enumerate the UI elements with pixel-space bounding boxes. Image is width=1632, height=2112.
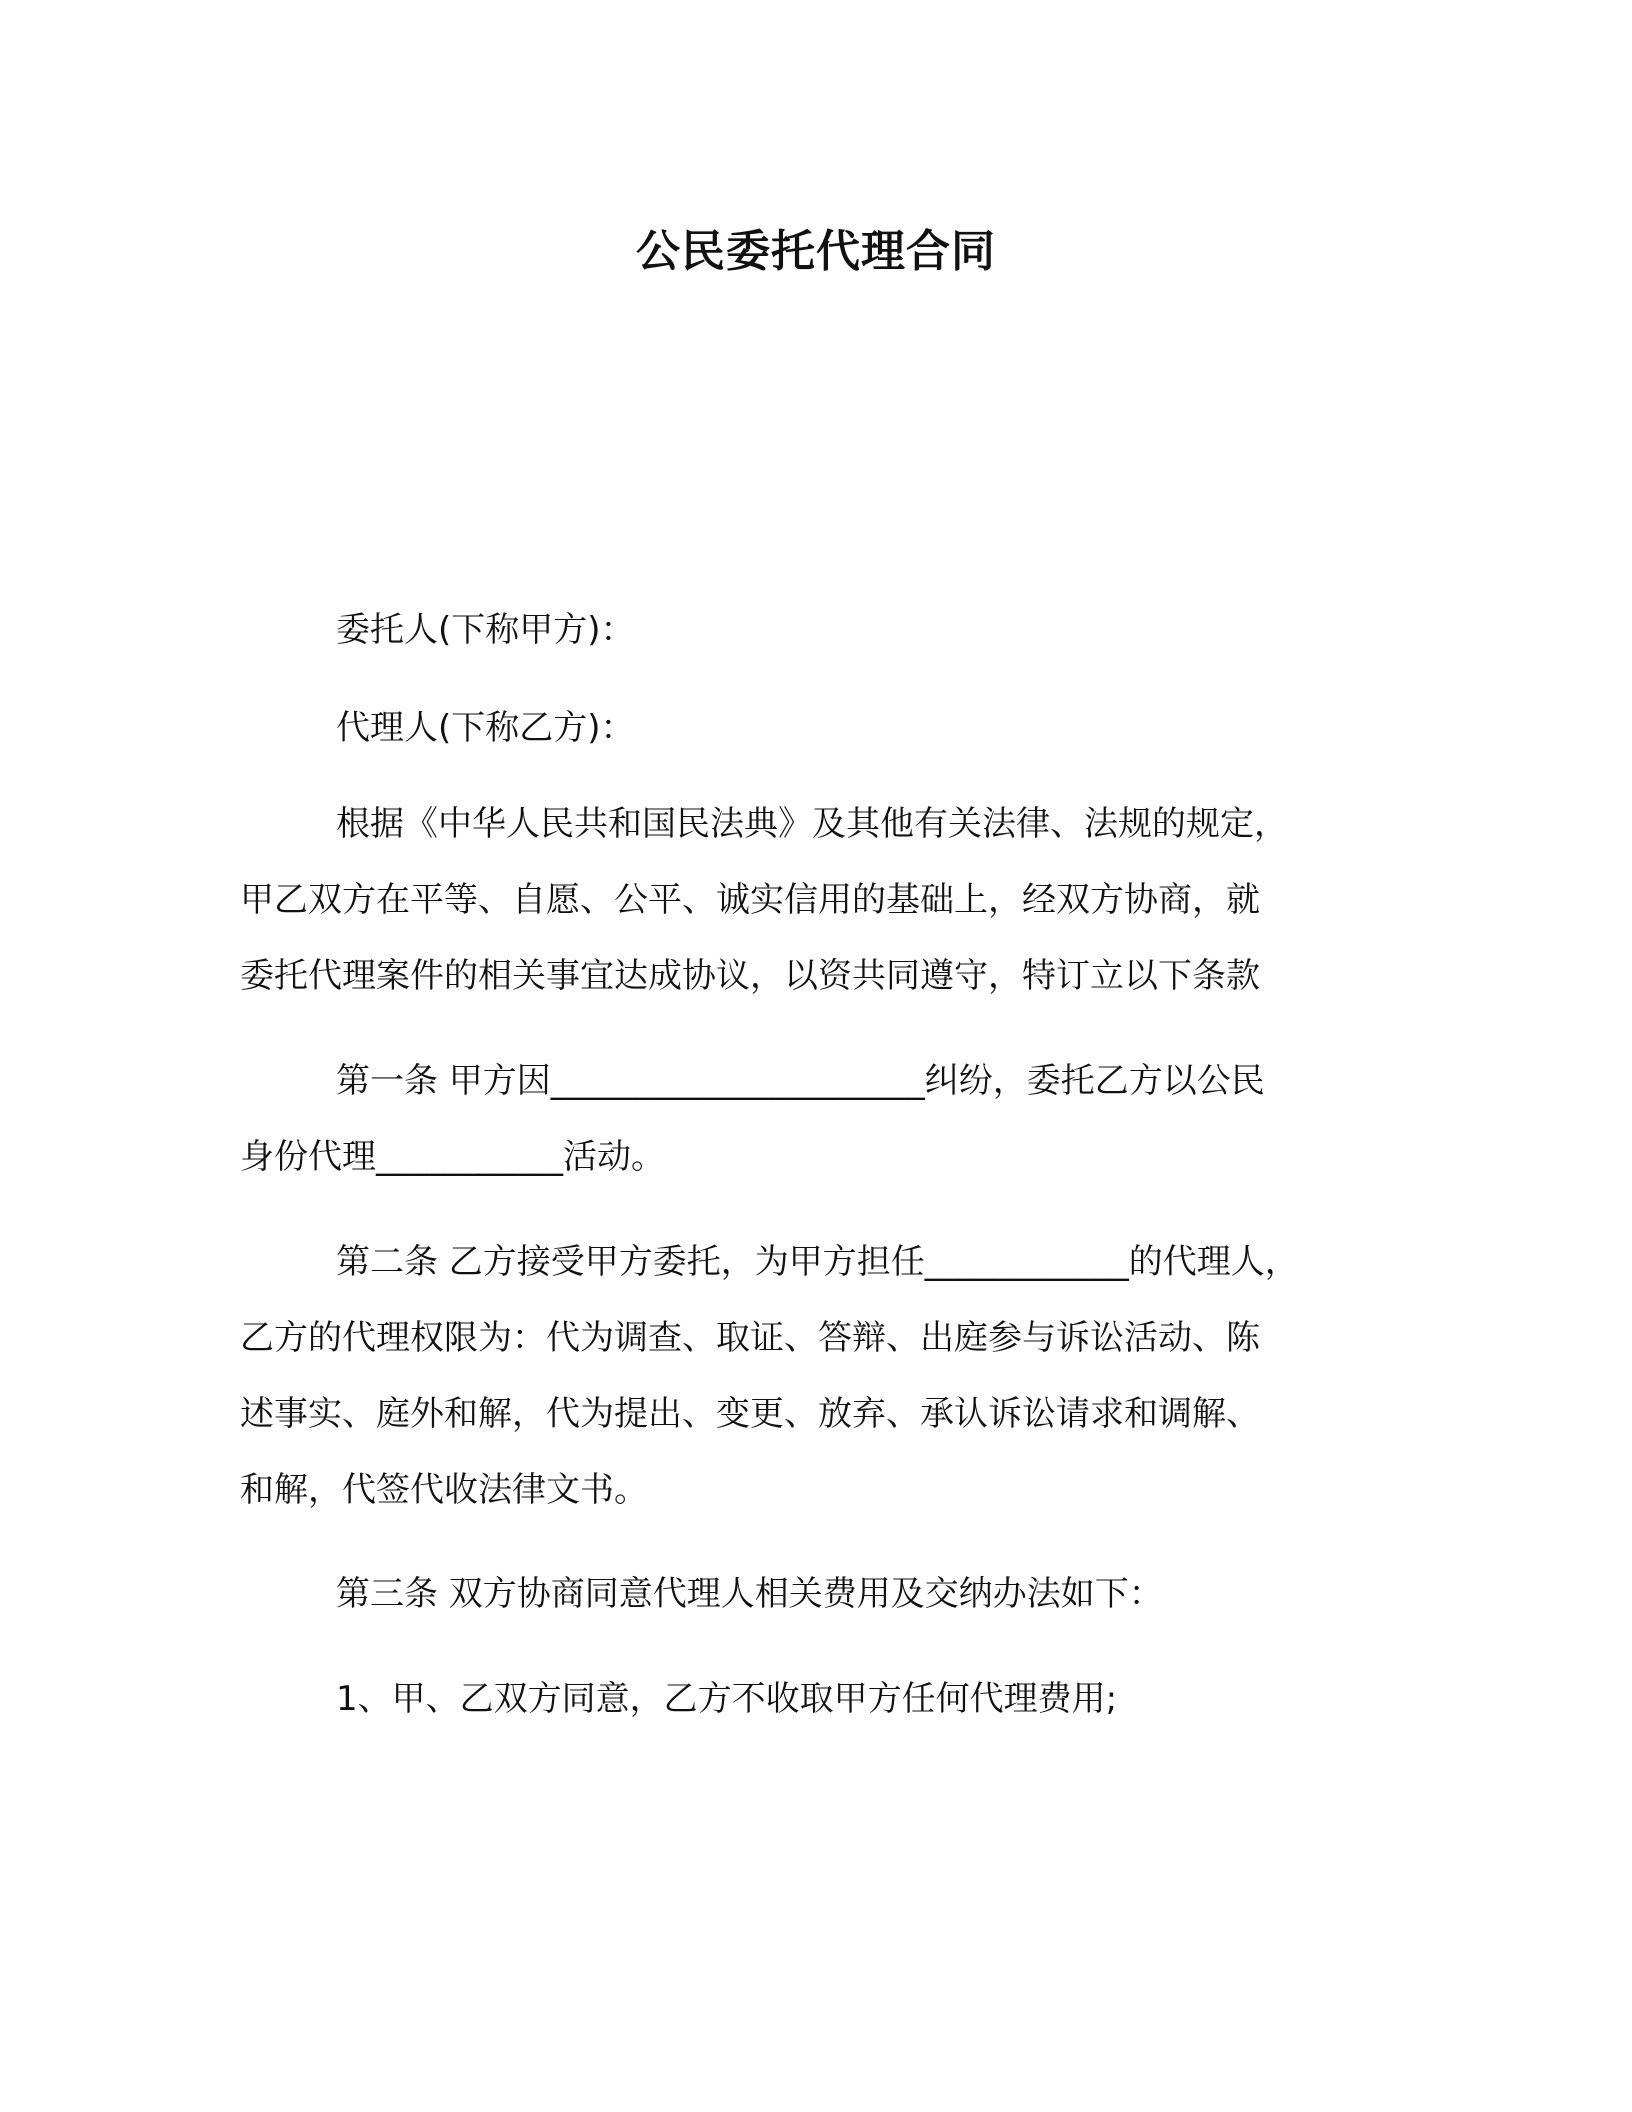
party-a-label: 委托人(下称甲方)：: [336, 610, 635, 650]
party-b-label: 代理人(下称乙方)：: [336, 708, 635, 748]
article-2-paragraph: [240, 1224, 1390, 1528]
preamble-line: 甲乙双方在平等、自愿、公平、诚实信用的基础上，经双方协商，就: [240, 880, 1260, 920]
party-a-line: [240, 592, 1390, 668]
article-2-line: 述事实、庭外和解，代为提出、变更、放弃、承认诉讼请求和调解、: [240, 1394, 1260, 1434]
article-2-line: 乙方的代理权限为：代为调查、取证、答辩、出庭参与诉讼活动、陈: [240, 1318, 1260, 1358]
clause-1-line: 1、甲、乙双方同意，乙方不收取甲方任何代理费用;: [336, 1679, 1118, 1719]
preamble-paragraph: [240, 786, 1390, 1014]
article-2-line: 第二条 乙方接受甲方委托，为甲方担任____________的代理人，: [336, 1242, 1299, 1282]
article-1-line: 身份代理___________活动。: [240, 1137, 665, 1177]
preamble-line: 根据《中华人民共和国民法典》及其他有关法律、法规的规定，: [336, 804, 1288, 844]
article-1-line: 第一条 甲方因______________________纠纷，委托乙方以公民: [336, 1061, 1265, 1101]
document-title: 公民委托代理合同: [636, 226, 996, 277]
preamble-line: 委托代理案件的相关事宜达成协议，以资共同遵守，特订立以下条款: [240, 956, 1260, 996]
article-3-line: 第三条 双方协商同意代理人相关费用及交纳办法如下：: [336, 1574, 1163, 1614]
article-2-line: 和解，代签代收法律文书。: [240, 1470, 648, 1510]
article-3-paragraph: [240, 1556, 1390, 1632]
party-b-line: [240, 690, 1390, 766]
clause-1-paragraph: [240, 1661, 1390, 1737]
article-1-paragraph: [240, 1043, 1390, 1195]
